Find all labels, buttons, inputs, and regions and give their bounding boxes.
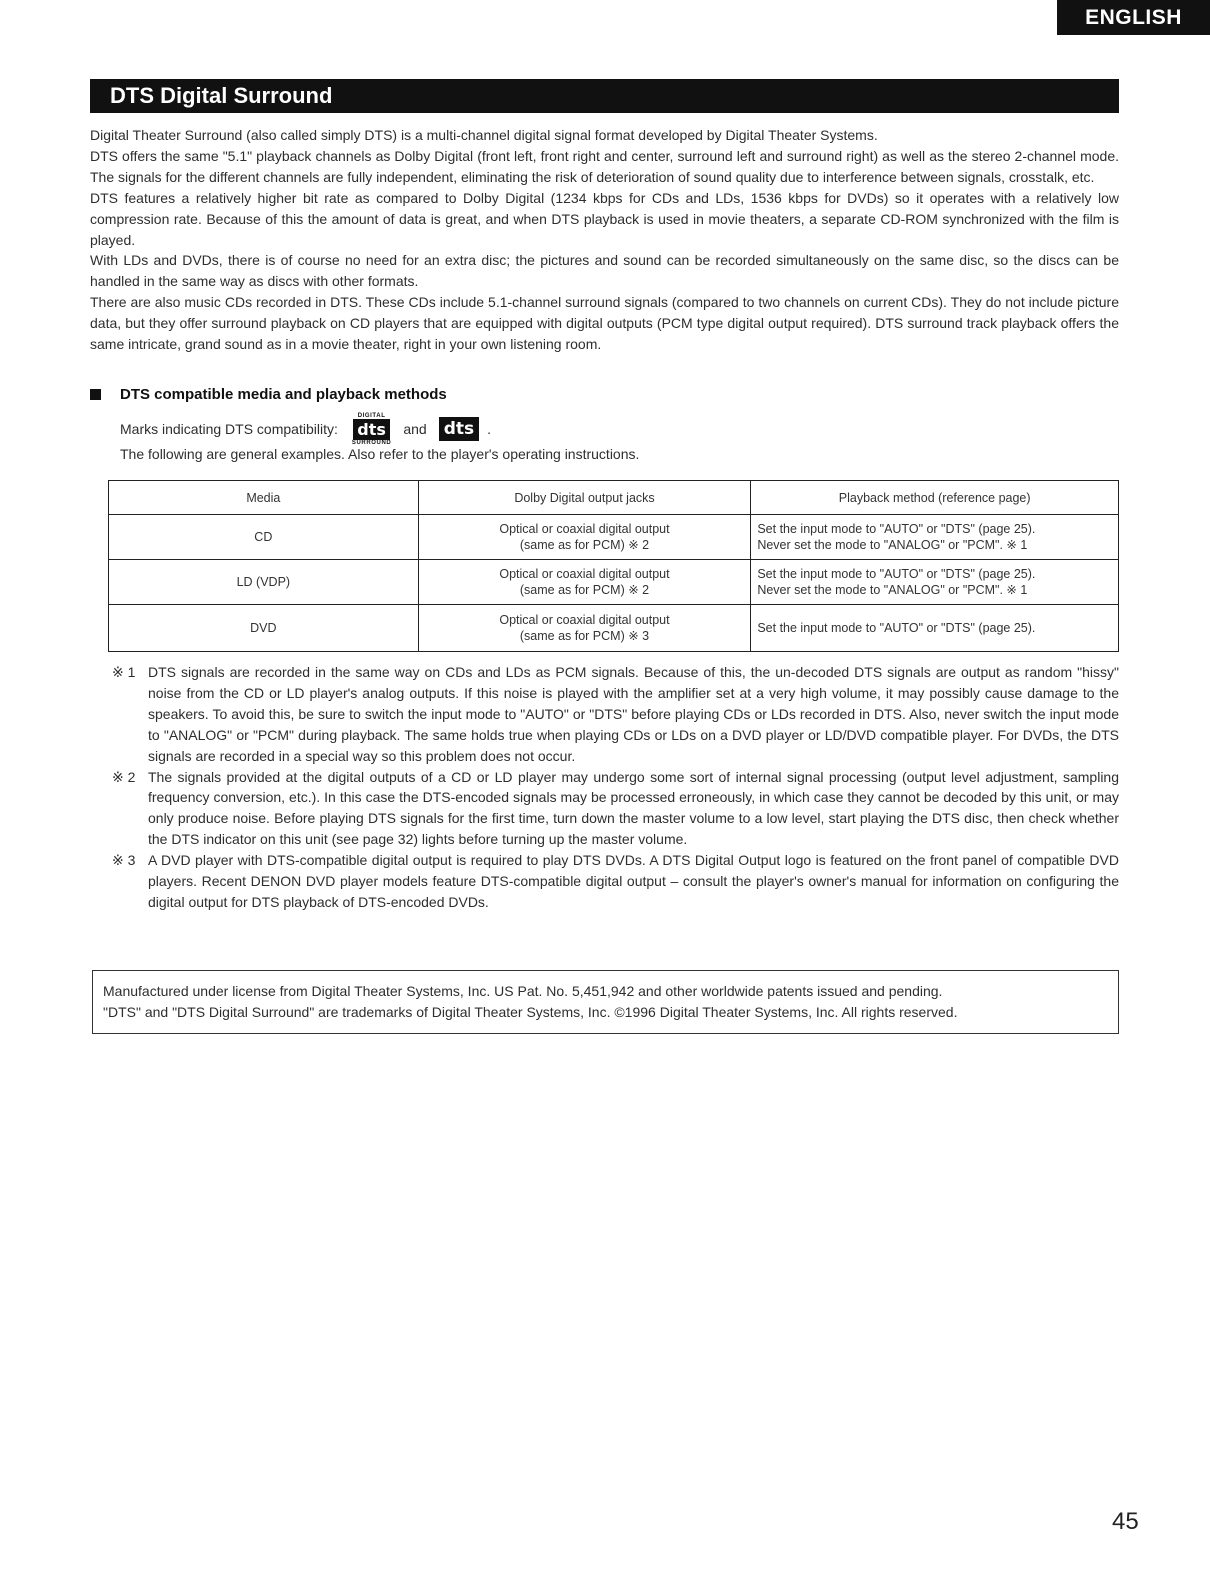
cell-media: LD (VDP)	[109, 560, 419, 605]
logo-text: dts	[439, 417, 479, 441]
subsection-title: DTS compatible media and playback methods	[120, 386, 447, 403]
table-header-row	[109, 481, 1119, 515]
cell-media: DVD	[109, 605, 419, 652]
page-number: 45	[1112, 1508, 1139, 1535]
cell-method	[751, 560, 1119, 605]
header-media: Media	[109, 481, 419, 515]
cell-media: CD	[109, 515, 419, 560]
marks-label: Marks indicating DTS compatibility:	[120, 421, 338, 437]
intro-paragraph: DTS features a relatively higher bit rate as compared to Dolby Digital (1234 kbps for CDs and LDs, 1536 kbps for DVDs) so it operates with a relatively low compression rate. Because of this the amount of data is great, and when DTS playback is used in movie theaters, a separate CD-ROM synchronized with the film is played.	[90, 189, 1119, 248]
subsection-heading	[90, 386, 447, 403]
logo-text: dts	[353, 419, 390, 440]
method-line: Never set the mode to "ANALOG" or "PCM". ※ 1	[757, 538, 1028, 552]
cell-jacks	[418, 560, 751, 605]
header-jacks: Dolby Digital output jacks	[418, 481, 751, 515]
license-line: Manufactured under license from Digital Theater Systems, Inc. US Pat. No. 5,451,942 and other worldwide patents issued and pending.	[103, 983, 943, 999]
license-line: "DTS" and "DTS Digital Surround" are trademarks of Digital Theater Systems, Inc. ©1996 Digital Theater Systems, Inc. All rights reserved.	[103, 1003, 958, 1020]
dts-logo-icon	[439, 417, 479, 441]
table-row	[109, 605, 1119, 652]
dts-digital-surround-logo-icon	[352, 413, 391, 446]
cell-jacks	[418, 515, 751, 560]
section-title: DTS Digital Surround	[90, 79, 1119, 113]
method-line: Never set the mode to "ANALOG" or "PCM". ※ 1	[757, 583, 1028, 597]
footnote	[112, 850, 1119, 913]
footnote	[112, 767, 1119, 851]
footnote-text: DTS signals are recorded in the same way on CDs and LDs as PCM signals. Because of this, the un-decoded DTS signals are output as random "hissy" noise from the CD or LD player's analog outputs. If this noise is played with the amplifier set at a very high volume, it may possibly cause damage to the speakers. To avoid this, be sure to switch the input mode to "AUTO" or "DTS" before playing CDs or LDs recorded in DTS. Also, never switch the input mode to "ANALOG" or "PCM" during playback. The same holds true when playing CDs or LDs on a DVD player or LD/DVD compatible player. For DVDs, the DTS signals are recorded in a special way so this problem does not occur.	[148, 664, 1119, 764]
jacks-line: Optical or coaxial digital output	[499, 522, 670, 536]
footnote-mark: ※ 3	[112, 852, 136, 869]
jacks-line: (same as for PCM) ※ 2	[519, 538, 650, 552]
jacks-line: (same as for PCM) ※ 2	[519, 583, 650, 597]
jacks-line: Optical or coaxial digital output	[499, 613, 670, 627]
logo-top-text: DIGITAL	[357, 412, 386, 419]
method-line: Set the input mode to "AUTO" or "DTS" (page 25).	[757, 621, 1036, 635]
jacks-line: Optical or coaxial digital output	[499, 567, 670, 581]
footnotes	[112, 662, 1119, 913]
footnote	[112, 662, 1119, 767]
intro-paragraph: There are also music CDs recorded in DTS. These CDs include 5.1-channel surround signals (compared to two channels on current CDs). They do not include picture data, but they offer surround playback on CD players that are equipped with digital outputs (PCM type digital output required). DTS surround track playback offers the same intricate, grand sound as in a movie theater, right in your own listening room.	[90, 294, 1119, 353]
header-method: Playback method (reference page)	[751, 481, 1119, 515]
cell-method	[751, 515, 1119, 560]
method-line: Set the input mode to "AUTO" or "DTS" (page 25).	[757, 522, 1036, 536]
media-table	[108, 480, 1119, 652]
language-tab: ENGLISH	[1057, 0, 1210, 35]
intro-paragraph: DTS offers the same "5.1" playback channels as Dolby Digital (front left, front right and center, surround left and surround right) as well as the stereo 2-channel mode. The signals for the different channels are fully independent, eliminating the risk of deterioration of sound quality due to interference between signals, crosstalk, etc.	[90, 147, 1119, 185]
intro-paragraph: With LDs and DVDs, there is of course no need for an extra disc; the pictures and sound can be recorded simultaneously on the same disc, so the discs can be handled in the same way as discs with other formats.	[90, 252, 1119, 290]
table-row	[109, 560, 1119, 605]
period: .	[487, 421, 491, 437]
method-line: Set the input mode to "AUTO" or "DTS" (page 25).	[757, 567, 1036, 581]
footnote-mark: ※ 2	[112, 768, 136, 785]
intro-paragraph: Digital Theater Surround (also called simply DTS) is a multi-channel digital signal format developed by Digital Theater Systems.	[90, 127, 878, 143]
logo-bottom-text: SURROUND	[351, 439, 392, 446]
cell-method	[751, 605, 1119, 652]
cell-jacks	[418, 605, 751, 652]
table-row	[109, 515, 1119, 560]
jacks-line: (same as for PCM) ※ 3	[519, 629, 650, 643]
footnote-mark: ※ 1	[112, 664, 136, 680]
square-bullet-icon	[90, 389, 101, 400]
license-box	[92, 970, 1119, 1034]
compatibility-marks	[120, 414, 491, 444]
and-text: and	[403, 421, 427, 437]
intro-text	[90, 125, 1119, 355]
examples-text: The following are general examples. Also refer to the player's operating instructions.	[120, 446, 640, 462]
footnote-text: A DVD player with DTS-compatible digital output is required to play DTS DVDs. A DTS Digital Output logo is featured on the front panel of compatible DVD players. Recent DENON DVD player models feature DTS-compatible digital output – consult the player's owner's manual for information on configuring the digital output for DTS playback of DTS-encoded DVDs.	[148, 852, 1119, 910]
footnote-text: The signals provided at the digital outputs of a CD or LD player may undergo some sort of internal signal processing (output level adjustment, sampling frequency conversion, etc.). In this case the DTS-encoded signals may be processed erroneously, in which case they cannot be decoded by this unit, or may only produce noise. Before playing DTS signals for the first time, turn down the master volume to a low level, start playing the DTS disc, then check whether the DTS indicator on this unit (see page 32) lights before turning up the master volume.	[148, 768, 1119, 848]
